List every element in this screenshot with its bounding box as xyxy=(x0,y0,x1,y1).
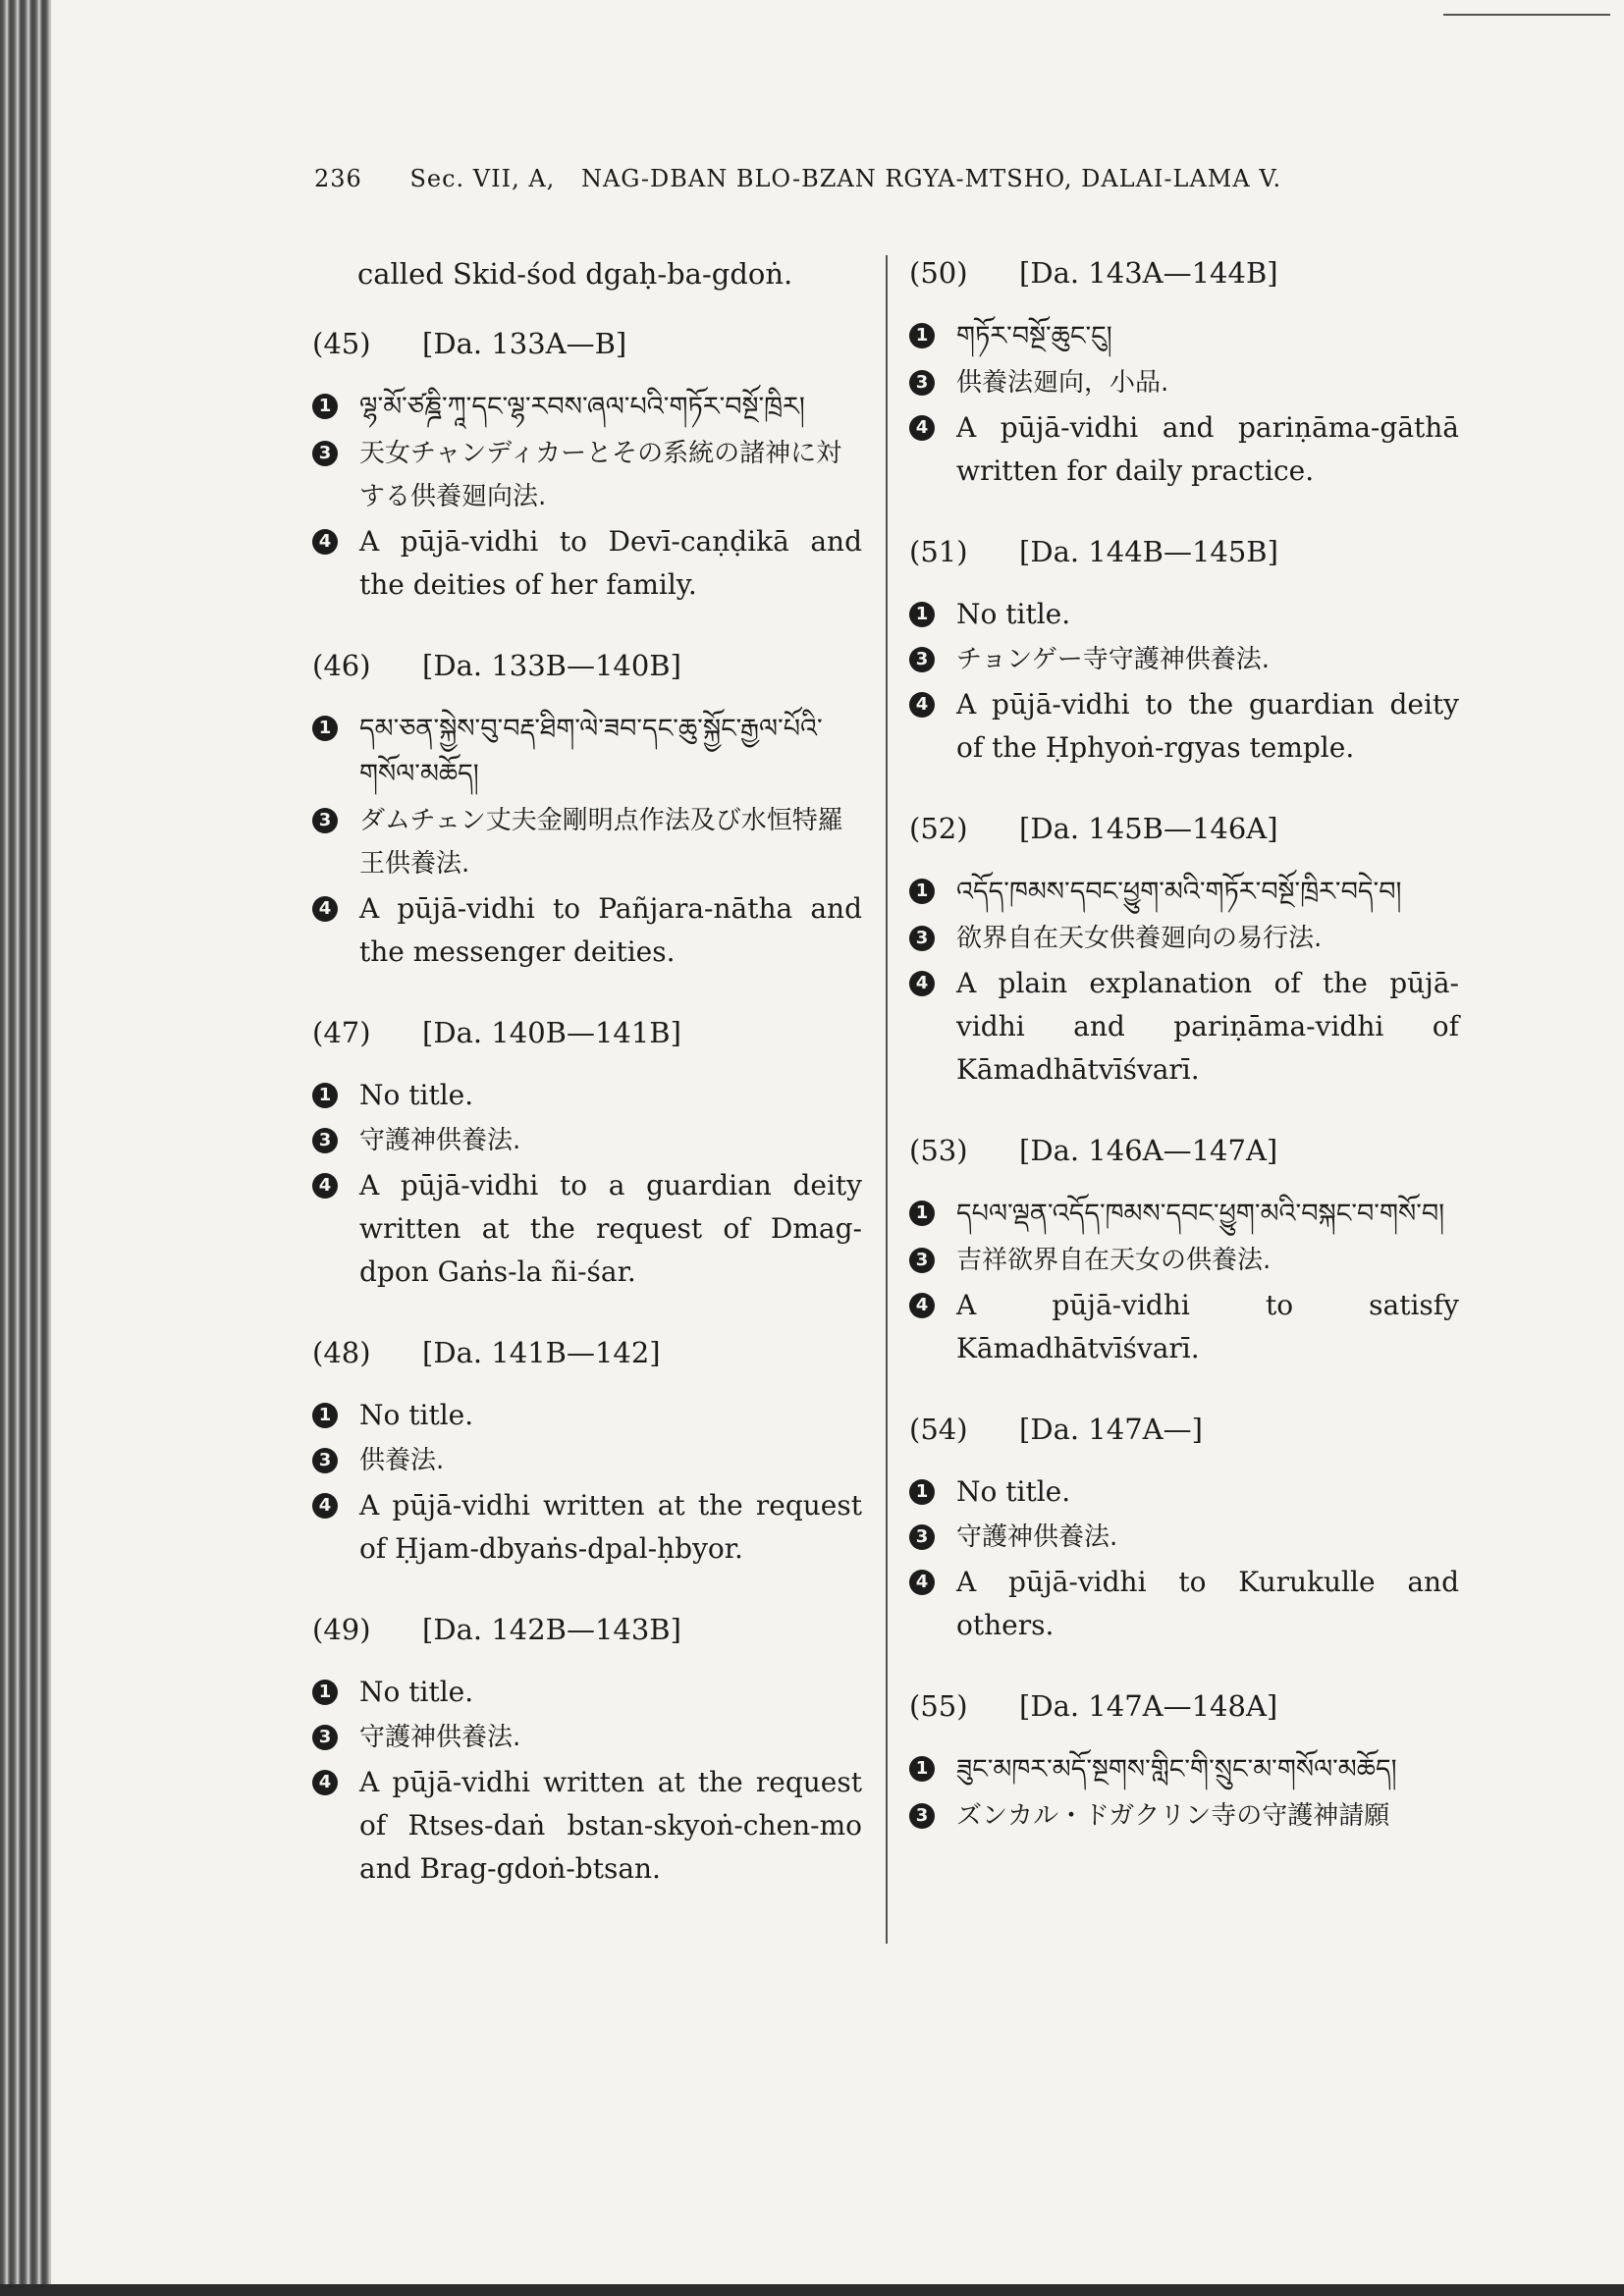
catalog-entry xyxy=(312,324,862,607)
japanese-title-line xyxy=(909,917,1459,960)
japanese-title: チョンゲー寺守護神供養法. xyxy=(956,645,1270,674)
marker-3-icon: 3 xyxy=(312,1128,338,1153)
japanese-title: 守護神供養法. xyxy=(359,1126,521,1155)
top-rule xyxy=(1443,14,1610,16)
scan-edge-left xyxy=(0,0,51,2296)
english-description-line xyxy=(909,962,1459,1092)
marker-1-icon: 1 xyxy=(909,879,935,904)
english-description: A pūjā-vidhi written at the request of Ḥjam-dbyaṅs-dpal-ḥbyor. xyxy=(359,1489,862,1565)
japanese-title-line xyxy=(909,638,1459,681)
entry-number: (47) xyxy=(312,1016,371,1049)
left-column xyxy=(312,253,862,1930)
marker-1-icon: 1 xyxy=(312,1680,338,1705)
entry-number: (53) xyxy=(909,1134,968,1167)
tibetan-title: དཔལ་ལྡན་འདོད་ཁམས་དབང་ཕྱུག་མའི་བསྐང་བ་གསོ་བ། xyxy=(956,1199,1445,1229)
continuation-text: called Skid-śod dgaḥ-ba-gdoṅ. xyxy=(357,257,793,291)
english-description-line xyxy=(909,1561,1459,1647)
entry-heading xyxy=(312,1333,862,1372)
header-title: NAG-DBAN BLO-BZAN RGYA-MTSHO, DALAI-LAMA V. xyxy=(580,165,1282,192)
entry-heading xyxy=(909,1410,1459,1449)
catalog-entry xyxy=(909,809,1459,1092)
tibetan-title: No title. xyxy=(956,1475,1071,1508)
japanese-title: 供養法. xyxy=(359,1446,445,1475)
japanese-title-line xyxy=(312,432,862,518)
marker-3-icon: 3 xyxy=(909,1803,935,1829)
marker-4-icon: 4 xyxy=(909,1293,935,1318)
marker-1-icon: 1 xyxy=(909,602,935,627)
tibetan-title: གཏོར་བསྔོ་ཆུང་ངུ། xyxy=(956,321,1112,351)
japanese-title-line xyxy=(909,1239,1459,1282)
entry-heading xyxy=(312,1013,862,1052)
english-description: A pūjā-vidhi and pariṇāma-gāthā written for daily practice. xyxy=(956,411,1459,487)
japanese-title-line xyxy=(909,1794,1459,1838)
english-description: A pūjā-vidhi to the guardian deity of the Ḥphyoṅ-rgyas temple. xyxy=(956,688,1459,764)
english-description-line xyxy=(312,1761,862,1891)
marker-1-icon: 1 xyxy=(312,1083,338,1108)
english-description: A plain explanation of the pūjā-vidhi and pariṇāma-vidhi of Kāmadhātvīśvarī. xyxy=(956,967,1459,1086)
marker-3-icon: 3 xyxy=(312,1448,338,1473)
marker-4-icon: 4 xyxy=(312,1770,338,1795)
entry-reference: [Da. 144B—145B] xyxy=(1019,535,1278,568)
catalog-entry xyxy=(909,532,1459,770)
marker-4-icon: 4 xyxy=(909,692,935,718)
entry-heading xyxy=(909,253,1459,293)
marker-3-icon: 3 xyxy=(909,926,935,951)
marker-1-icon: 1 xyxy=(312,1403,338,1428)
tibetan-title-line xyxy=(312,1074,862,1117)
tibetan-title-line xyxy=(909,1470,1459,1514)
marker-3-icon: 3 xyxy=(909,1248,935,1273)
marker-3-icon: 3 xyxy=(312,1725,338,1750)
column-divider xyxy=(886,255,888,1944)
japanese-title-line xyxy=(312,1119,862,1162)
scan-edge-bottom xyxy=(0,2284,1624,2296)
tibetan-title-line xyxy=(909,314,1459,359)
entry-reference: [Da. 143A—144B] xyxy=(1019,256,1278,290)
catalog-entry xyxy=(909,1131,1459,1370)
tibetan-title-line xyxy=(909,870,1459,915)
catalog-entry xyxy=(312,1013,862,1294)
english-description: A pūjā-vidhi to satisfy Kāmadhātvīśvarī. xyxy=(956,1289,1459,1364)
marker-1-icon: 1 xyxy=(909,1756,935,1782)
japanese-title: 天女チャンディカーとその系統の諸神に対する供養廻向法. xyxy=(359,439,842,511)
english-description-line xyxy=(909,406,1459,493)
marker-4-icon: 4 xyxy=(312,896,338,922)
right-column xyxy=(909,253,1459,1877)
japanese-title-line xyxy=(312,1716,862,1759)
marker-1-icon: 1 xyxy=(312,394,338,419)
english-description: A pūjā-vidhi to Devī-caṇḍikā and the deities of her family. xyxy=(359,525,862,601)
entry-reference: [Da. 146A—147A] xyxy=(1019,1134,1278,1167)
entry-heading xyxy=(312,324,862,363)
entry-reference: [Da. 142B—143B] xyxy=(422,1613,681,1646)
japanese-title-line xyxy=(909,361,1459,404)
entry-reference: [Da. 133A—B] xyxy=(422,327,627,360)
japanese-title-line xyxy=(312,799,862,885)
english-description: A pūjā-vidhi to Kurukulle and others. xyxy=(956,1566,1459,1641)
tibetan-title-line xyxy=(909,1747,1459,1792)
entry-number: (45) xyxy=(312,327,371,360)
entry-reference: [Da. 147A—] xyxy=(1019,1413,1203,1446)
marker-4-icon: 4 xyxy=(909,415,935,441)
entry-number: (52) xyxy=(909,812,968,845)
tibetan-title-line xyxy=(312,1671,862,1714)
catalog-entry xyxy=(312,1610,862,1891)
entry-number: (54) xyxy=(909,1413,968,1446)
marker-4-icon: 4 xyxy=(312,529,338,555)
entry-heading xyxy=(909,1131,1459,1170)
catalog-entry xyxy=(312,646,862,974)
japanese-title-line xyxy=(909,1516,1459,1559)
english-description-line xyxy=(312,887,862,974)
marker-1-icon: 1 xyxy=(312,716,338,741)
japanese-title: 守護神供養法. xyxy=(956,1522,1118,1552)
tibetan-title: No title. xyxy=(359,1676,474,1708)
marker-4-icon: 4 xyxy=(909,1570,935,1595)
section-label: Sec. VII, A, xyxy=(409,165,556,192)
tibetan-title: ལྷ་མོ་ཙཎྜི་ཀཱ་དང་ལྷ་རབས་ཞལ་པའི་གཏོར་བསྔོ་ཁྲིར། xyxy=(359,392,805,422)
catalog-entry xyxy=(312,1333,862,1571)
tibetan-title-line xyxy=(909,593,1459,636)
marker-3-icon: 3 xyxy=(909,647,935,672)
english-description: A pūjā-vidhi written at the request of Rtses-daṅ bstan-skyoṅ-chen-mo and Brag-gdoṅ-btsan. xyxy=(359,1766,862,1885)
tibetan-title-line xyxy=(909,1192,1459,1237)
entry-number: (55) xyxy=(909,1689,968,1723)
japanese-title: 吉祥欲界自在天女の供養法. xyxy=(956,1246,1272,1275)
page-number: 236 xyxy=(314,165,362,192)
entry-heading xyxy=(909,1686,1459,1726)
entry-heading xyxy=(909,532,1459,571)
entry-reference: [Da. 140B—141B] xyxy=(422,1016,681,1049)
english-description-line xyxy=(909,683,1459,770)
tibetan-title: No title. xyxy=(359,1079,474,1111)
tibetan-title: No title. xyxy=(956,598,1071,630)
entry-number: (51) xyxy=(909,535,968,568)
entry-number: (49) xyxy=(312,1613,371,1646)
japanese-title-line xyxy=(312,1439,862,1482)
english-description-line xyxy=(909,1284,1459,1370)
english-description-line xyxy=(312,1164,862,1294)
entry-number: (50) xyxy=(909,256,968,290)
english-description-line xyxy=(312,1484,862,1571)
tibetan-title: ཟུང་མཁར་མདོ་སྔགས་གླིང་གི་སྲུང་མ་གསོལ་མཆོད། xyxy=(956,1754,1397,1785)
entry-heading xyxy=(312,646,862,685)
marker-4-icon: 4 xyxy=(312,1173,338,1199)
catalog-entry xyxy=(909,1686,1459,1838)
entry-reference: [Da. 145B—146A] xyxy=(1019,812,1278,845)
japanese-title: 欲界自在天女供養廻向の易行法. xyxy=(956,924,1323,953)
marker-4-icon: 4 xyxy=(312,1493,338,1519)
marker-4-icon: 4 xyxy=(909,971,935,996)
marker-1-icon: 1 xyxy=(909,1479,935,1505)
entry-reference: [Da. 141B—142] xyxy=(422,1336,661,1369)
entry-heading xyxy=(312,1610,862,1649)
tibetan-title: འདོད་ཁམས་དབང་ཕྱུག་མའི་གཏོར་བསྔོ་ཁྲིར་བདེ་བ། xyxy=(956,877,1402,907)
tibetan-title: དམ་ཅན་སྐྱེས་བུ་བརྡ་ཐིག་ལེ་ཟབ་དང་ཆུ་སྐྱོང་རྒྱལ་པོའི་གསོལ་མཆོད། xyxy=(359,714,823,789)
running-header xyxy=(314,165,1281,192)
japanese-title: 守護神供養法. xyxy=(359,1723,521,1752)
tibetan-title-line xyxy=(312,707,862,797)
japanese-title: ダムチェン丈夫金剛明点作法及び水恒特羅王供養法. xyxy=(359,806,843,879)
japanese-title: 供養法廻向，小品. xyxy=(956,368,1169,398)
entry-reference: [Da. 133B—140B] xyxy=(422,649,681,682)
catalog-entry xyxy=(909,1410,1459,1647)
marker-3-icon: 3 xyxy=(909,370,935,396)
tibetan-title-line xyxy=(312,1394,862,1437)
marker-1-icon: 1 xyxy=(909,1201,935,1226)
entry-number: (48) xyxy=(312,1336,371,1369)
marker-1-icon: 1 xyxy=(909,323,935,348)
entry-number: (46) xyxy=(312,649,371,682)
entry-reference: [Da. 147A—148A] xyxy=(1019,1689,1278,1723)
catalog-entry xyxy=(909,253,1459,493)
marker-3-icon: 3 xyxy=(312,441,338,466)
english-description-line xyxy=(312,520,862,607)
tibetan-title: No title. xyxy=(359,1399,474,1431)
japanese-title: ズンカル・ドガクリン寺の守護神請願 xyxy=(956,1801,1390,1831)
marker-3-icon: 3 xyxy=(909,1524,935,1550)
english-description: A pūjā-vidhi to a guardian deity written at the request of Dmag-dpon Gaṅs-la ñi-śar. xyxy=(359,1169,862,1288)
entry-heading xyxy=(909,809,1459,848)
english-description: A pūjā-vidhi to Pañjara-nātha and the messenger deities. xyxy=(359,892,862,968)
tibetan-title-line xyxy=(312,385,862,430)
marker-3-icon: 3 xyxy=(312,808,338,833)
